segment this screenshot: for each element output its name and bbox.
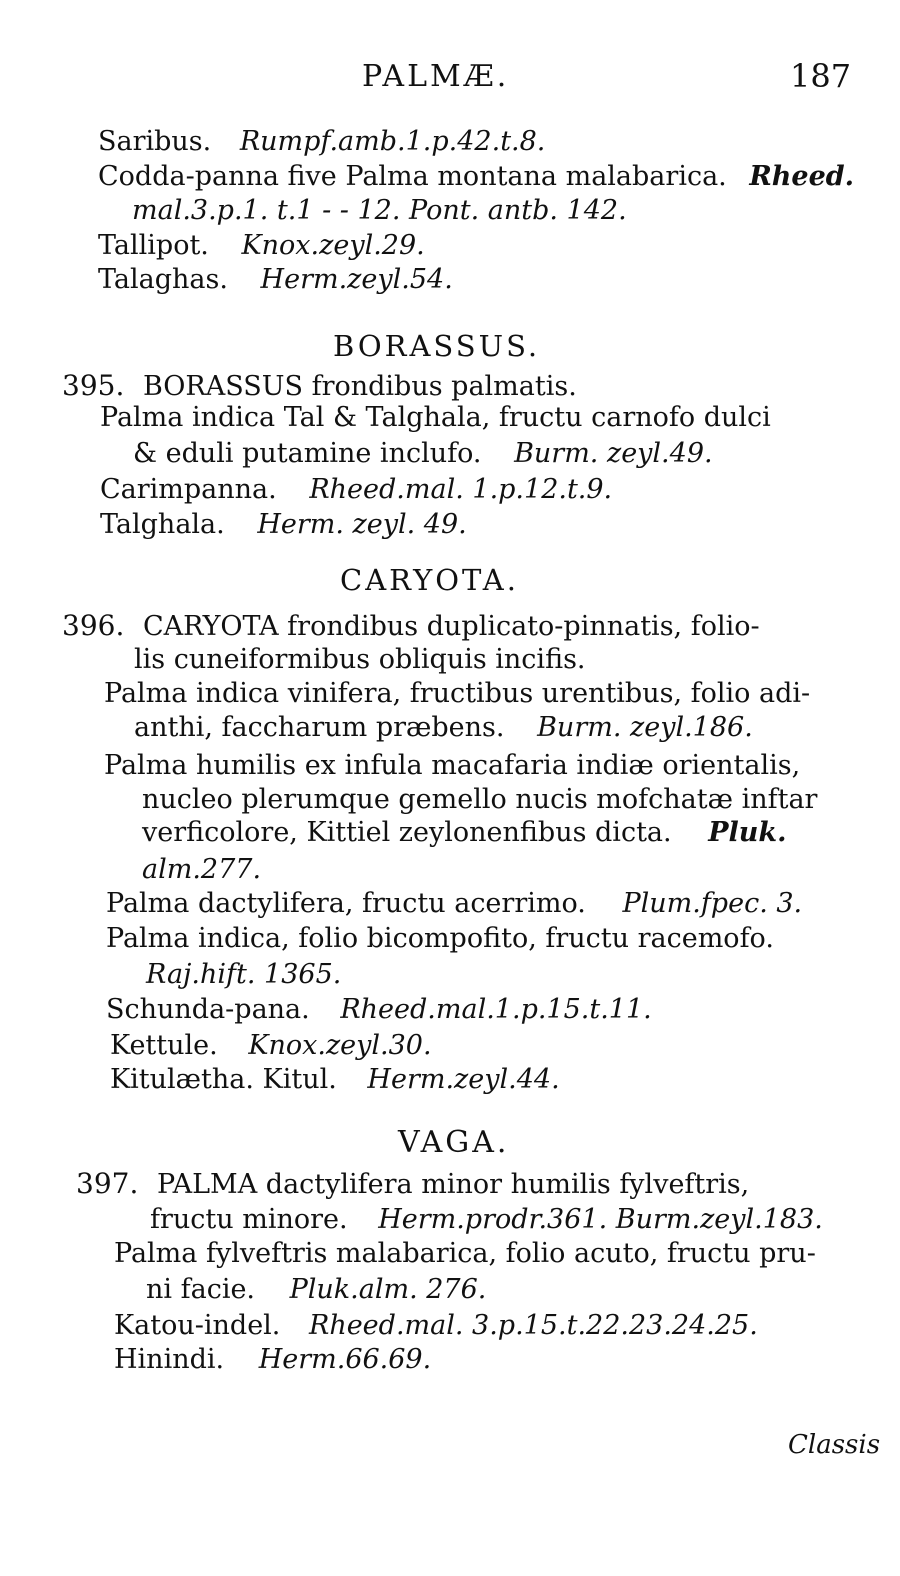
entry-line <box>134 714 753 741</box>
entry-text: Hinindi. <box>114 1344 225 1375</box>
entry-text: Talaghas. <box>98 264 228 295</box>
entry-line <box>100 404 771 431</box>
citation: Rumpf.amb.1.p.42.t.8. <box>239 126 546 157</box>
entry-line <box>133 440 713 467</box>
entry-line <box>114 1240 816 1267</box>
entry-text: Palma fylveftris malabarica, folio acuto, fructu pru- <box>114 1238 816 1269</box>
entry-line <box>110 1032 432 1059</box>
citation: Knox.zeyl.30. <box>248 1030 432 1061</box>
citation: Rheed.mal. 1.p.12.t.9. <box>309 474 613 505</box>
citation: Herm.66.69. <box>258 1344 432 1375</box>
citation: Rheed.mal.1.p.15.t.11. <box>340 994 652 1025</box>
entry-line <box>114 1346 431 1373</box>
citation: Plum.fpec. 3. <box>622 888 803 919</box>
species-number: 397. <box>76 1167 139 1200</box>
entry-line <box>114 1312 758 1339</box>
species-number: 396. <box>62 609 125 642</box>
entry-line <box>106 925 774 952</box>
citation: Pluk. <box>708 817 787 848</box>
entry-text: Kitulætha. Kitul. <box>110 1064 337 1095</box>
entry-line <box>100 511 467 538</box>
entry-text: Codda-panna five Palma montana malabarica. <box>98 161 727 192</box>
entry-text: BORASSUS frondibus palmatis. <box>142 371 577 402</box>
entry-text: anthi, faccharum præbens. <box>134 712 505 743</box>
citation: Rheed. <box>749 161 855 192</box>
entry-line <box>62 369 577 402</box>
entry-text: CARYOTA frondibus duplicato-pinnatis, folio- <box>142 611 760 642</box>
entry-line <box>76 1167 750 1200</box>
entry-line <box>62 609 760 642</box>
entry-line <box>142 856 261 883</box>
entry-text: Palma dactylifera, fructu acerrimo. <box>106 888 586 919</box>
entry-line <box>98 232 425 259</box>
citation: Burm. zeyl.49. <box>514 438 713 469</box>
citation: Knox.zeyl.29. <box>241 230 425 261</box>
entry-line <box>146 1276 486 1303</box>
catchword: Classis <box>788 1430 881 1460</box>
entry-text: Palma indica, folio bicompofito, fructu racemofo. <box>106 923 774 954</box>
citation: mal.3.p.1. t.1 - - 12. Pont. antb. 142. <box>132 195 627 226</box>
entry-line <box>98 163 854 190</box>
entry-line <box>100 476 612 503</box>
entry-text: Saribus. <box>98 126 212 157</box>
entry-text: Schunda-pana. <box>106 994 310 1025</box>
entry-text: lis cuneiformibus obliquis incifis. <box>134 644 586 675</box>
citation: Herm.prodr.361. Burm.zeyl.183. <box>378 1204 823 1235</box>
entry-text: verficolore, Kittiel zeylonenfibus dicta. <box>142 817 672 848</box>
entry-line <box>132 197 627 224</box>
entry-line <box>98 266 453 293</box>
entry-text: fructu minore. <box>150 1204 348 1235</box>
entry-line <box>104 680 810 707</box>
entry-line <box>110 1066 560 1093</box>
entry-text: ni facie. <box>146 1274 256 1305</box>
running-header: PALMÆ. <box>362 59 510 94</box>
genus-heading: VAGA. <box>398 1125 510 1160</box>
genus-heading: CARYOTA. <box>340 563 519 597</box>
citation: Herm.zeyl.54. <box>260 264 453 295</box>
entry-line <box>106 996 652 1023</box>
entry-text: Palma indica vinifera, fructibus urentibus, folio adi- <box>104 678 811 709</box>
citation: Burm. zeyl.186. <box>537 712 753 743</box>
citation: Rheed.mal. 3.p.15.t.22.23.24.25. <box>308 1310 758 1341</box>
entry-text: & eduli putamine inclufo. <box>133 438 482 469</box>
entry-line <box>134 646 586 673</box>
citation: Raj.hift. 1365. <box>146 959 342 990</box>
entry-line <box>142 819 787 846</box>
entry-text: Palma indica Tal & Talghala, fructu carnofo dulci <box>100 402 771 433</box>
entry-text: PALMA dactylifera minor humilis fylveftris, <box>156 1169 750 1200</box>
entry-text: Palma humilis ex infula macafaria indiæ orientalis, <box>104 750 801 781</box>
entry-text: nucleo plerumque gemello nucis mofchatæ inftar <box>142 784 818 815</box>
citation: Pluk.alm. 276. <box>289 1274 487 1305</box>
entry-text: Kettule. <box>110 1030 218 1061</box>
page-number: 187 <box>790 57 852 95</box>
citation: Herm.zeyl.44. <box>367 1064 560 1095</box>
genus-heading: BORASSUS. <box>333 329 541 363</box>
citation: Herm. zeyl. 49. <box>257 509 467 540</box>
entry-line <box>104 752 800 779</box>
entry-line <box>150 1206 823 1233</box>
entry-line <box>106 890 802 917</box>
entry-text: Katou-indel. <box>114 1310 281 1341</box>
entry-line <box>98 128 545 155</box>
entry-text: Tallipot. <box>98 230 209 261</box>
entry-line <box>142 786 817 813</box>
citation: alm.277. <box>142 854 262 885</box>
entry-text: Talghala. <box>100 509 225 540</box>
entry-line <box>146 961 341 988</box>
entry-text: Carimpanna. <box>100 474 277 505</box>
species-number: 395. <box>62 369 125 402</box>
